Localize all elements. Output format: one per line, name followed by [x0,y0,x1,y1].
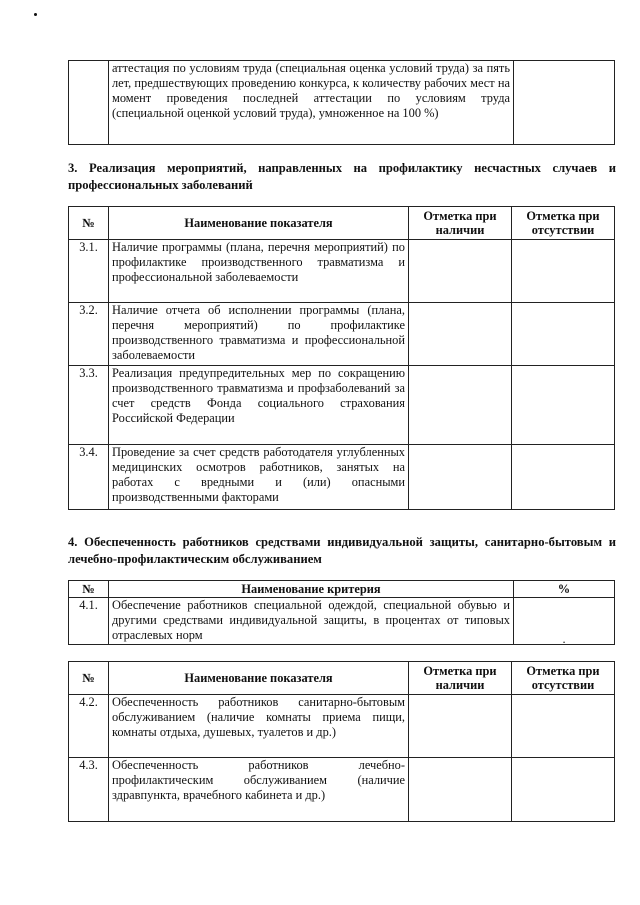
row-number: 4.2. [69,695,109,758]
present-mark-cell [409,445,512,510]
percent-value-cell [514,598,615,645]
top-table [68,60,615,145]
table-row [69,695,615,758]
present-mark-cell [409,758,512,822]
row-text: Обеспечение работников специальной одеждой, специальной обувью и другими средствами индивидуальной защиты, в процентах от типовых отраслевых норм [109,598,514,645]
col-header-percent: % [514,581,615,598]
top-table-num-cell [69,61,109,145]
table-row [69,598,615,645]
scan-speck [34,13,37,16]
absent-mark-cell [512,758,615,822]
absent-mark-cell [512,695,615,758]
col-header-name: Наименование показателя [109,662,409,695]
present-mark-cell [409,695,512,758]
row-number: 3.2. [69,303,109,366]
table-row [69,303,615,366]
row-number: 4.1. [69,598,109,645]
col-header-criterion: Наименование критерия [109,581,514,598]
row-number: 4.3. [69,758,109,822]
top-table-text: аттестация по условиям труда (специальная оценка условий труда) за пять лет, предшествующих проведению конкурса, к количеству рабочих мест на момент проведения последней аттестации по условиям труда (специальной оценкой условий труда), умноженное на 100 %) [109,61,514,145]
section3-table [68,206,615,510]
row-text: Наличие программы (плана, перечня мероприятий) по профилактике производственного травматизма и профессиональной заболеваемости [109,240,409,303]
absent-mark-cell [512,303,615,366]
row-text: Наличие отчета об исполнении программы (плана, перечня мероприятий) по профилактике производственного травматизма и профессиональной заболеваемости [109,303,409,366]
section4-criteria-table [68,580,615,645]
col-header-num: № [69,662,109,695]
row-number: 3.4. [69,445,109,510]
col-header-num: № [69,207,109,240]
absent-mark-cell [512,240,615,303]
row-text: Проведение за счет средств работодателя углубленных медицинских осмотров работников, занятых на работах с вредными и (или) опасными производственными факторами [109,445,409,510]
section4-table [68,661,615,822]
present-mark-cell [409,240,512,303]
row-number: 3.1. [69,240,109,303]
present-mark-cell [409,303,512,366]
row-number: 3.3. [69,366,109,445]
col-header-present: Отметка при наличии [409,662,512,695]
table-row [69,445,615,510]
col-header-absent: Отметка при отсутствии [512,662,615,695]
section3-heading: 3. Реализация мероприятий, направленных на профилактику несчастных случаев и профессиональных заболеваний [68,161,616,192]
absent-mark-cell [512,366,615,445]
col-header-name: Наименование показателя [109,207,409,240]
col-header-num: № [69,581,109,598]
table-row [69,366,615,445]
top-table-mark-cell [514,61,615,145]
col-header-present: Отметка при наличии [409,207,512,240]
row-text: Реализация предупредительных мер по сокращению производственного травматизма и профзаболеваний за счет средств Фонда социального страхования Российской Федерации [109,366,409,445]
col-header-absent: Отметка при отсутствии [512,207,615,240]
table-row [69,240,615,303]
absent-mark-cell [512,445,615,510]
row-text: Обеспеченность работников лечебно-профилактическим обслуживанием (наличие здравпункта, врачебного кабинета и др.) [109,758,409,822]
section4-heading: 4. Обеспеченность работников средствами индивидуальной защиты, санитарно-бытовым и лечебно-профилактическим обслуживанием [68,535,616,566]
percent-value: . [562,632,566,646]
row-text: Обеспеченность работников санитарно-бытовым обслуживанием (наличие комнаты приема пищи, комнаты отдыха, душевых, туалетов и др.) [109,695,409,758]
table-row [69,758,615,822]
present-mark-cell [409,366,512,445]
